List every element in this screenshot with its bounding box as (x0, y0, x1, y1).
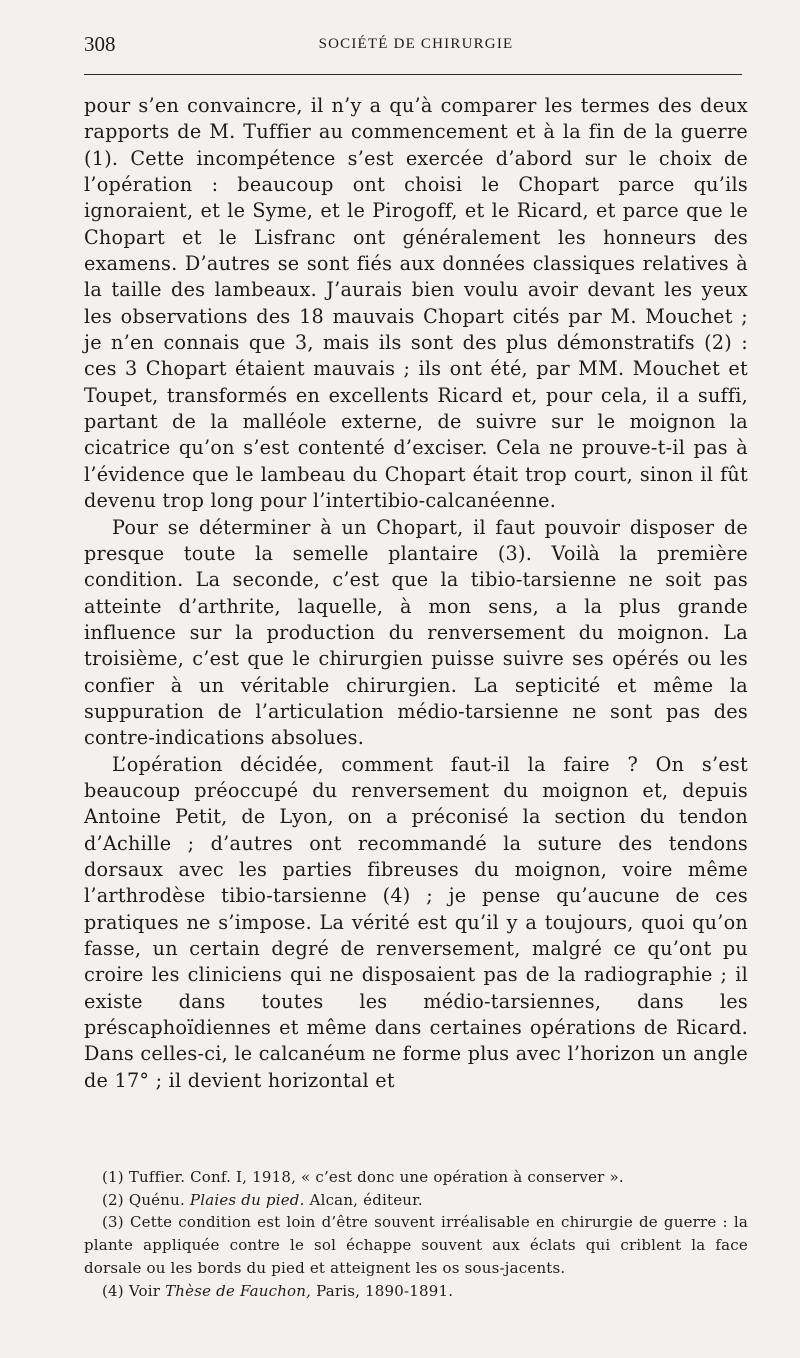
footnote-3 (84, 1211, 748, 1279)
page-number: 308 (84, 32, 116, 56)
footnote-title: Plaies du pied. (189, 1190, 305, 1209)
footnote-label: (3) (102, 1213, 124, 1232)
footnote-text: Quénu. (128, 1190, 185, 1209)
running-head: SOCIÉTÉ DE CHIRURGIE (318, 36, 514, 52)
footnote-2 (84, 1189, 748, 1212)
paragraph: pour s’en convaincre, il n’y a qu’à comparer les termes des deux rapports de M. Tuffier au commencement et à la fin de la guerre (1). Cette incompétence s’est exercée d’abord sur le choix de l’opération : beaucoup ont choisi le Chopart parce qu’ils ignoraient, et le Syme, et le Pirogoff, et le Ricard, et parce que le Chopart et le Lisfranc ont généralement les honneurs des examens. D’autres se sont fiés aux données classiques relatives à la taille des lambeaux. J’aurais bien voulu avoir devant les yeux les observations des 18 mauvais Chopart cités par M. Mouchet ; je n’en connais que 3, mais ils sont des plus démonstratifs (2) : ces 3 Chopart étaient mauvais ; ils ont été, par MM. Mouchet et Toupet, transformés en excellents Ricard et, pour cela, il a suffi, partant de la malléole externe, de suivre sur le moignon la cicatrice qu’on s’est contenté d’exciser. Cela ne prouve-t-il pas à l’évidence que le lambeau du Chopart était trop court, sinon il fût devenu trop long pour l’intertibio-calcanéenne. (84, 94, 748, 513)
body-text (84, 93, 748, 1094)
page (84, 30, 748, 1094)
footnote-title: Thèse de Fauchon, (165, 1281, 312, 1300)
footnote-text: Paris, 1890-1891. (316, 1281, 454, 1300)
footnote-text: Alcan, éditeur. (309, 1190, 423, 1209)
paragraph: L’opération décidée, comment faut-il la faire ? On s’est beaucoup préoccupé du renversement du moignon et, depuis Antoine Petit, de Lyon, on a préconisé la section du tendon d’Achille ; d’autres ont recommandé la suture des tendons dorsaux avec les parties fibreuses du moignon, voire même l’arthrodèse tibio-tarsienne (4) ; je pense qu’aucune de ces pratiques ne s’impose. La vérité est qu’il y a toujours, quoi qu’on fasse, un certain degré de renversement, malgré ce qu’ont pu croire les cliniciens qui ne disposaient pas de la radiographie ; il existe dans toutes les médio-tarsiennes, dans les préscaphoïdiennes et même dans certaines opérations de Ricard. Dans celles-ci, le calcanéum ne forme plus avec l’horizon un angle de 17° ; il devient horizontal et (84, 752, 748, 1092)
footnote-4 (84, 1280, 748, 1303)
footnote-text: Cette condition est loin d’être souvent irréalisable en chirurgie de guerre : la plante appliquée contre le sol échappe souvent aux éclats qui criblent la face dorsale ou les bords du pied et atteignent les os sous-jacents. (84, 1213, 749, 1277)
paragraph: Pour se déterminer à un Chopart, il faut pouvoir disposer de presque toute la semelle plantaire (3). Voilà la première condition. La seconde, c’est que la tibio-tarsienne ne soit pas atteinte d’arthrite, laquelle, à mon sens, a la plus grande influence sur la production du renversement du moignon. La troisième, c’est que le chirurgien puisse suivre ses opérés ou les confier à un véritable chirurgien. La septicité et même la suppuration de l’articulation médio-tarsienne ne sont pas des contre-indications absolues. (84, 515, 748, 750)
footnote-1 (84, 1166, 748, 1189)
footnote-label: (1) (102, 1168, 124, 1186)
header-rule (84, 74, 742, 75)
footnote-text: Tuffier. Conf. I, 1918, « c’est donc une opération à conserver ». (128, 1168, 624, 1186)
footnote-label: (4) (102, 1281, 124, 1300)
footnote-label: (2) (102, 1190, 124, 1209)
footnote-text: Voir (128, 1281, 161, 1300)
footnotes (84, 1166, 748, 1302)
page-header (84, 30, 748, 62)
